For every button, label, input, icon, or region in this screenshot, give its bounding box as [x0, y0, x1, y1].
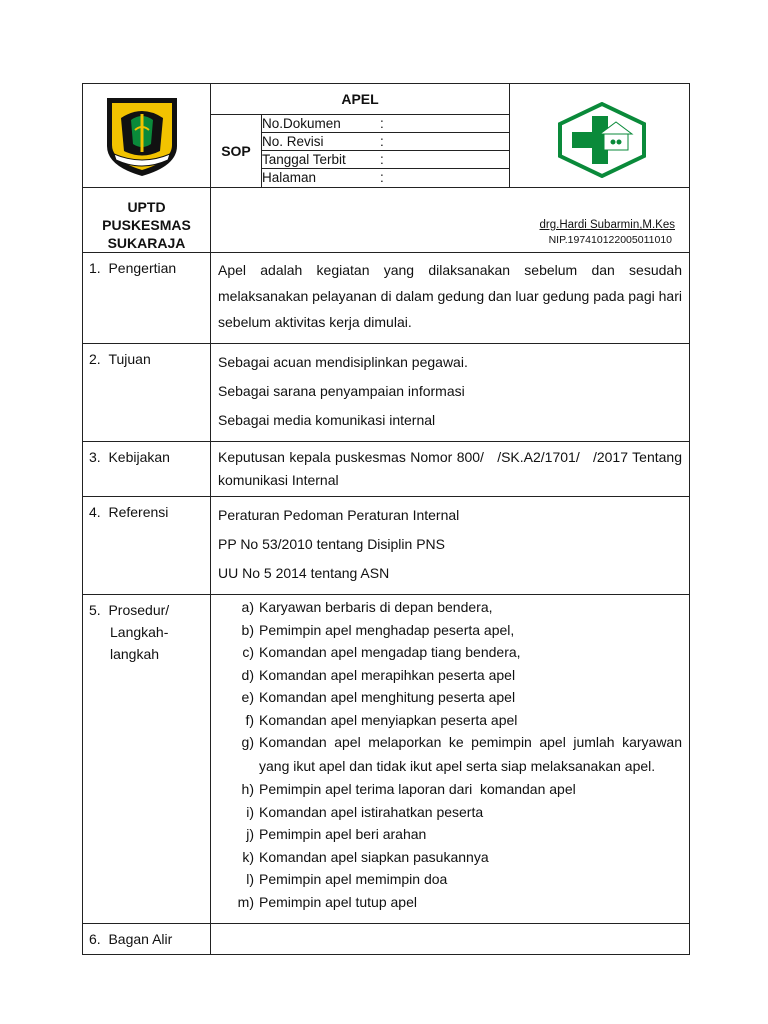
health-logo-cell: [510, 84, 690, 188]
section-label: 1. Pengertian: [83, 253, 211, 344]
referensi-line: PP No 53/2010 tentang Disiplin PNS: [218, 536, 445, 552]
unit-line: PUSKESMAS: [102, 217, 191, 233]
unit-line: UPTD: [127, 199, 166, 215]
list-item: l) Pemimpin apel memimpin doa: [246, 871, 448, 887]
section-bagan-alir: [83, 924, 690, 955]
unit-line: SUKARAJA: [107, 235, 186, 251]
list-item: d) Komandan apel merapihkan peserta apel: [241, 666, 516, 683]
meta-no-dokumen: No.Dokumen :: [262, 115, 509, 133]
list-item: g) Komandan apel melaporkan ke pemimpin apel jumlah karyawan yang ikut apel dan tidak ikut apel serta siap melaksanakan apel.: [241, 734, 682, 774]
tujuan-line: Sebagai media komunikasi internal: [218, 412, 436, 428]
list-item: b) Pemimpin apel menghadap peserta apel,: [241, 621, 515, 638]
signer-nip: NIP.197410122005011010: [548, 234, 672, 246]
section-label: 6. Bagan Alir: [83, 924, 211, 955]
bagan-alir-content: [211, 924, 690, 955]
list-item: f) Komandan apel menyiapkan peserta apel: [245, 711, 518, 728]
signature-block: [211, 188, 690, 253]
document-meta: [262, 115, 510, 188]
pengertian-text: Apel adalah kegiatan yang dilaksanakan sebelum dan sesudah melaksanakan pelayanan di dalam gedung dan luar gedung pada pagi hari sebelum aktivitas kerja dimulai.: [218, 262, 682, 330]
list-item: h) Pemimpin apel terima laporan dari komandan apel: [241, 781, 576, 797]
list-item: c) Komandan apel mengadap tiang bendera,: [242, 644, 521, 660]
section-tujuan: [83, 344, 690, 442]
sop-document: [82, 83, 689, 955]
sop-header: [82, 83, 690, 253]
procedure-steps: [218, 596, 682, 919]
puskesmas-logo-icon: [558, 102, 646, 178]
section-prosedur: [83, 595, 690, 924]
document-title: APEL: [211, 84, 510, 115]
sop-body: [82, 252, 690, 955]
section-pengertian: [83, 253, 690, 344]
meta-no-revisi: No. Revisi :: [262, 133, 509, 151]
section-kebijakan: [83, 442, 690, 497]
section-label: 5. Prosedur/ Langkah- langkah: [83, 595, 211, 924]
kebijakan-text: Keputusan kepala puskesmas Nomor 800/ /SK.A2/1701/ /2017 Tentang komunikasi Internal: [218, 449, 682, 488]
section-label: 3. Kebijakan: [83, 442, 211, 497]
tujuan-line: Sebagai sarana penyampaian informasi: [218, 383, 465, 399]
unit-name: [83, 188, 211, 253]
sop-label: SOP: [211, 115, 262, 188]
meta-halaman: Halaman :: [262, 169, 509, 187]
signer-name: drg.Hardi Subarmin,M.Kes: [539, 219, 675, 231]
referensi-line: Peraturan Pedoman Peraturan Internal: [218, 507, 460, 523]
list-item: a) Karyawan berbaris di depan bendera,: [241, 599, 493, 615]
list-item: m) Pemimpin apel tutup apel: [237, 893, 417, 910]
regional-logo-cell: [83, 84, 211, 188]
regional-emblem-icon: [105, 96, 179, 178]
list-item: k) Komandan apel siapkan pasukannya: [242, 848, 489, 865]
tujuan-line: Sebagai acuan mendisiplinkan pegawai.: [218, 354, 468, 370]
list-item: i) Komandan apel istirahatkan peserta: [246, 803, 484, 820]
referensi-line: UU No 5 2014 tentang ASN: [218, 565, 390, 581]
section-label: 4. Referensi: [83, 497, 211, 595]
list-item: j) Pemimpin apel beri arahan: [246, 826, 427, 842]
section-referensi: [83, 497, 690, 595]
list-item: e) Komandan apel menghitung peserta apel: [241, 689, 516, 705]
section-label: 2. Tujuan: [83, 344, 211, 442]
meta-tanggal-terbit: Tanggal Terbit :: [262, 151, 509, 169]
